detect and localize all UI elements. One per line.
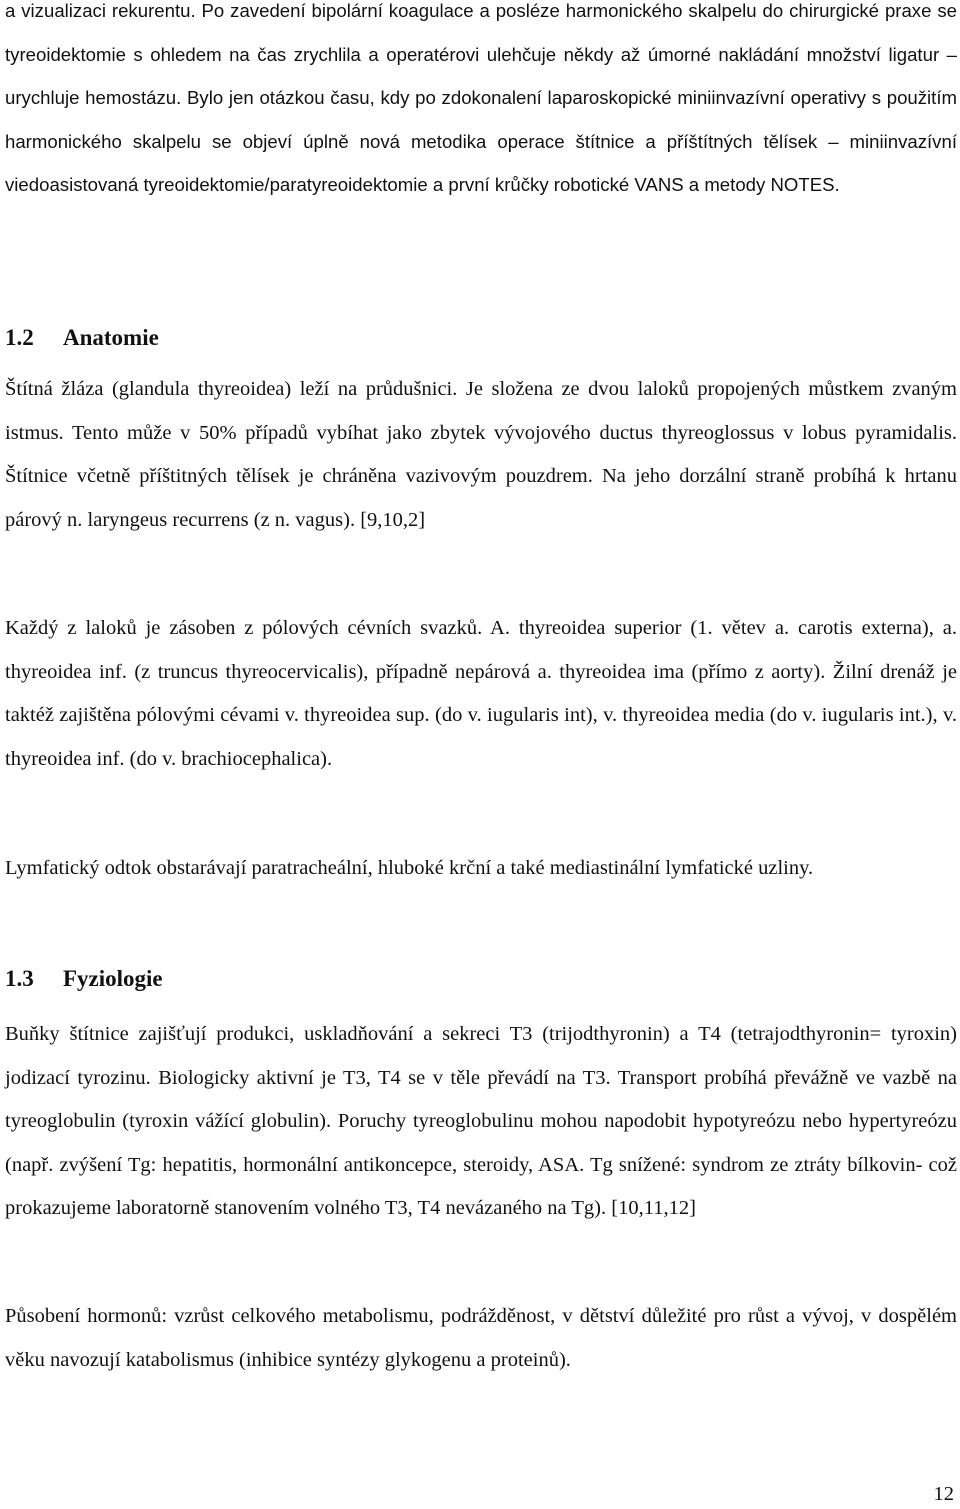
- intro-paragraph: a vizualizaci rekurentu. Po zavedení bipolární koagulace a posléze harmonického skalpelu do chirurgické praxe se tyreoidektomie s ohledem na čas zrychlila a operatérovi ulehčuje někdy až úmorné nakládání množství ligatur – urychluje hemostázu. Bylo jen otázkou času, kdy po zdokonalení laparoskopické miniinvazívní operativy s použitím harmonického skalpelu se objeví úplně nová metodika operace štítnice a příštítných tělísek – miniinvazívní viedoasistovaná tyreoidektomie/paratyreoidektomie a první krůčky robotické VANS a metody NOTES.: [5, 0, 957, 195]
- section-title: Fyziologie: [63, 966, 163, 991]
- physiology-paragraph-1: Buňky štítnice zajišťují produkci, uskladňování a sekreci T3 (trijodthyronin) a T4 (tetrajodthyronin= tyroxin) jodizací tyrozinu. Biologicky aktivní je T3, T4 se v těle převádí na T3. Transport probíhá převážně ve vazbě na tyreoglobulin (tyroxin vážící globulin). Poruchy tyreoglobulinu mohou napodobit hypotyreózu nebo hypertyreózu (např. zvýšení Tg: hepatitis, hormonální antikoncepce, steroidy, ASA. Tg snížené: syndrom ze ztráty bílkovin- což prokazujeme laboratorně stanovením volného T3, T4 nevázaného na Tg). [10,11,12]: [5, 1023, 957, 1219]
- anatomy-paragraph-1: Štítná žláza (glandula thyreoidea) leží na průdušnici. Je složena ze dvou laloků propojených můstkem zvaným istmus. Tento může v 50% případů vybíhat jako zbytek vývojového ductus thyreoglossus v lobus pyramidalis. Štítnice včetně příštitných tělísek je chráněna vazivovým pouzdrem. Na jeho dorzální straně probíhá k hrtanu párový n. laryngeus recurrens (z n. vagus). [9,10,2]: [5, 378, 957, 531]
- page-number: 12: [933, 1483, 954, 1505]
- section-number: 1.2: [5, 325, 34, 350]
- section-heading-anatomy: [5, 323, 159, 353]
- section-number: 1.3: [5, 966, 34, 991]
- anatomy-paragraph-2: Každý z laloků je zásoben z pólových cévních svazků. A. thyreoidea superior (1. větev a. carotis externa), a. thyreoidea inf. (z truncus thyreocervicalis), případně nepárová a. thyreoidea ima (přímo z aorty). Žilní drenáž je taktéž zajištěna pólovými cévami v. thyreoidea sup. (do v. iugularis int), v. thyreoidea media (do v. iugularis int.), v. thyreoidea inf. (do v. brachiocephalica).: [5, 617, 957, 770]
- section-heading-physiology: [5, 964, 163, 994]
- anatomy-paragraph-3: Lymfatický odtok obstarávají paratracheální, hluboké krční a také mediastinální lymfatické uzliny.: [5, 857, 814, 879]
- physiology-paragraph-2: Působení hormonů: vzrůst celkového metabolismu, podrážděnost, v dětství důležité pro růst a vývoj, v dospělém věku navozují katabolismus (inhibice syntézy glykogenu a proteinů).: [5, 1305, 957, 1371]
- section-title: Anatomie: [63, 325, 159, 350]
